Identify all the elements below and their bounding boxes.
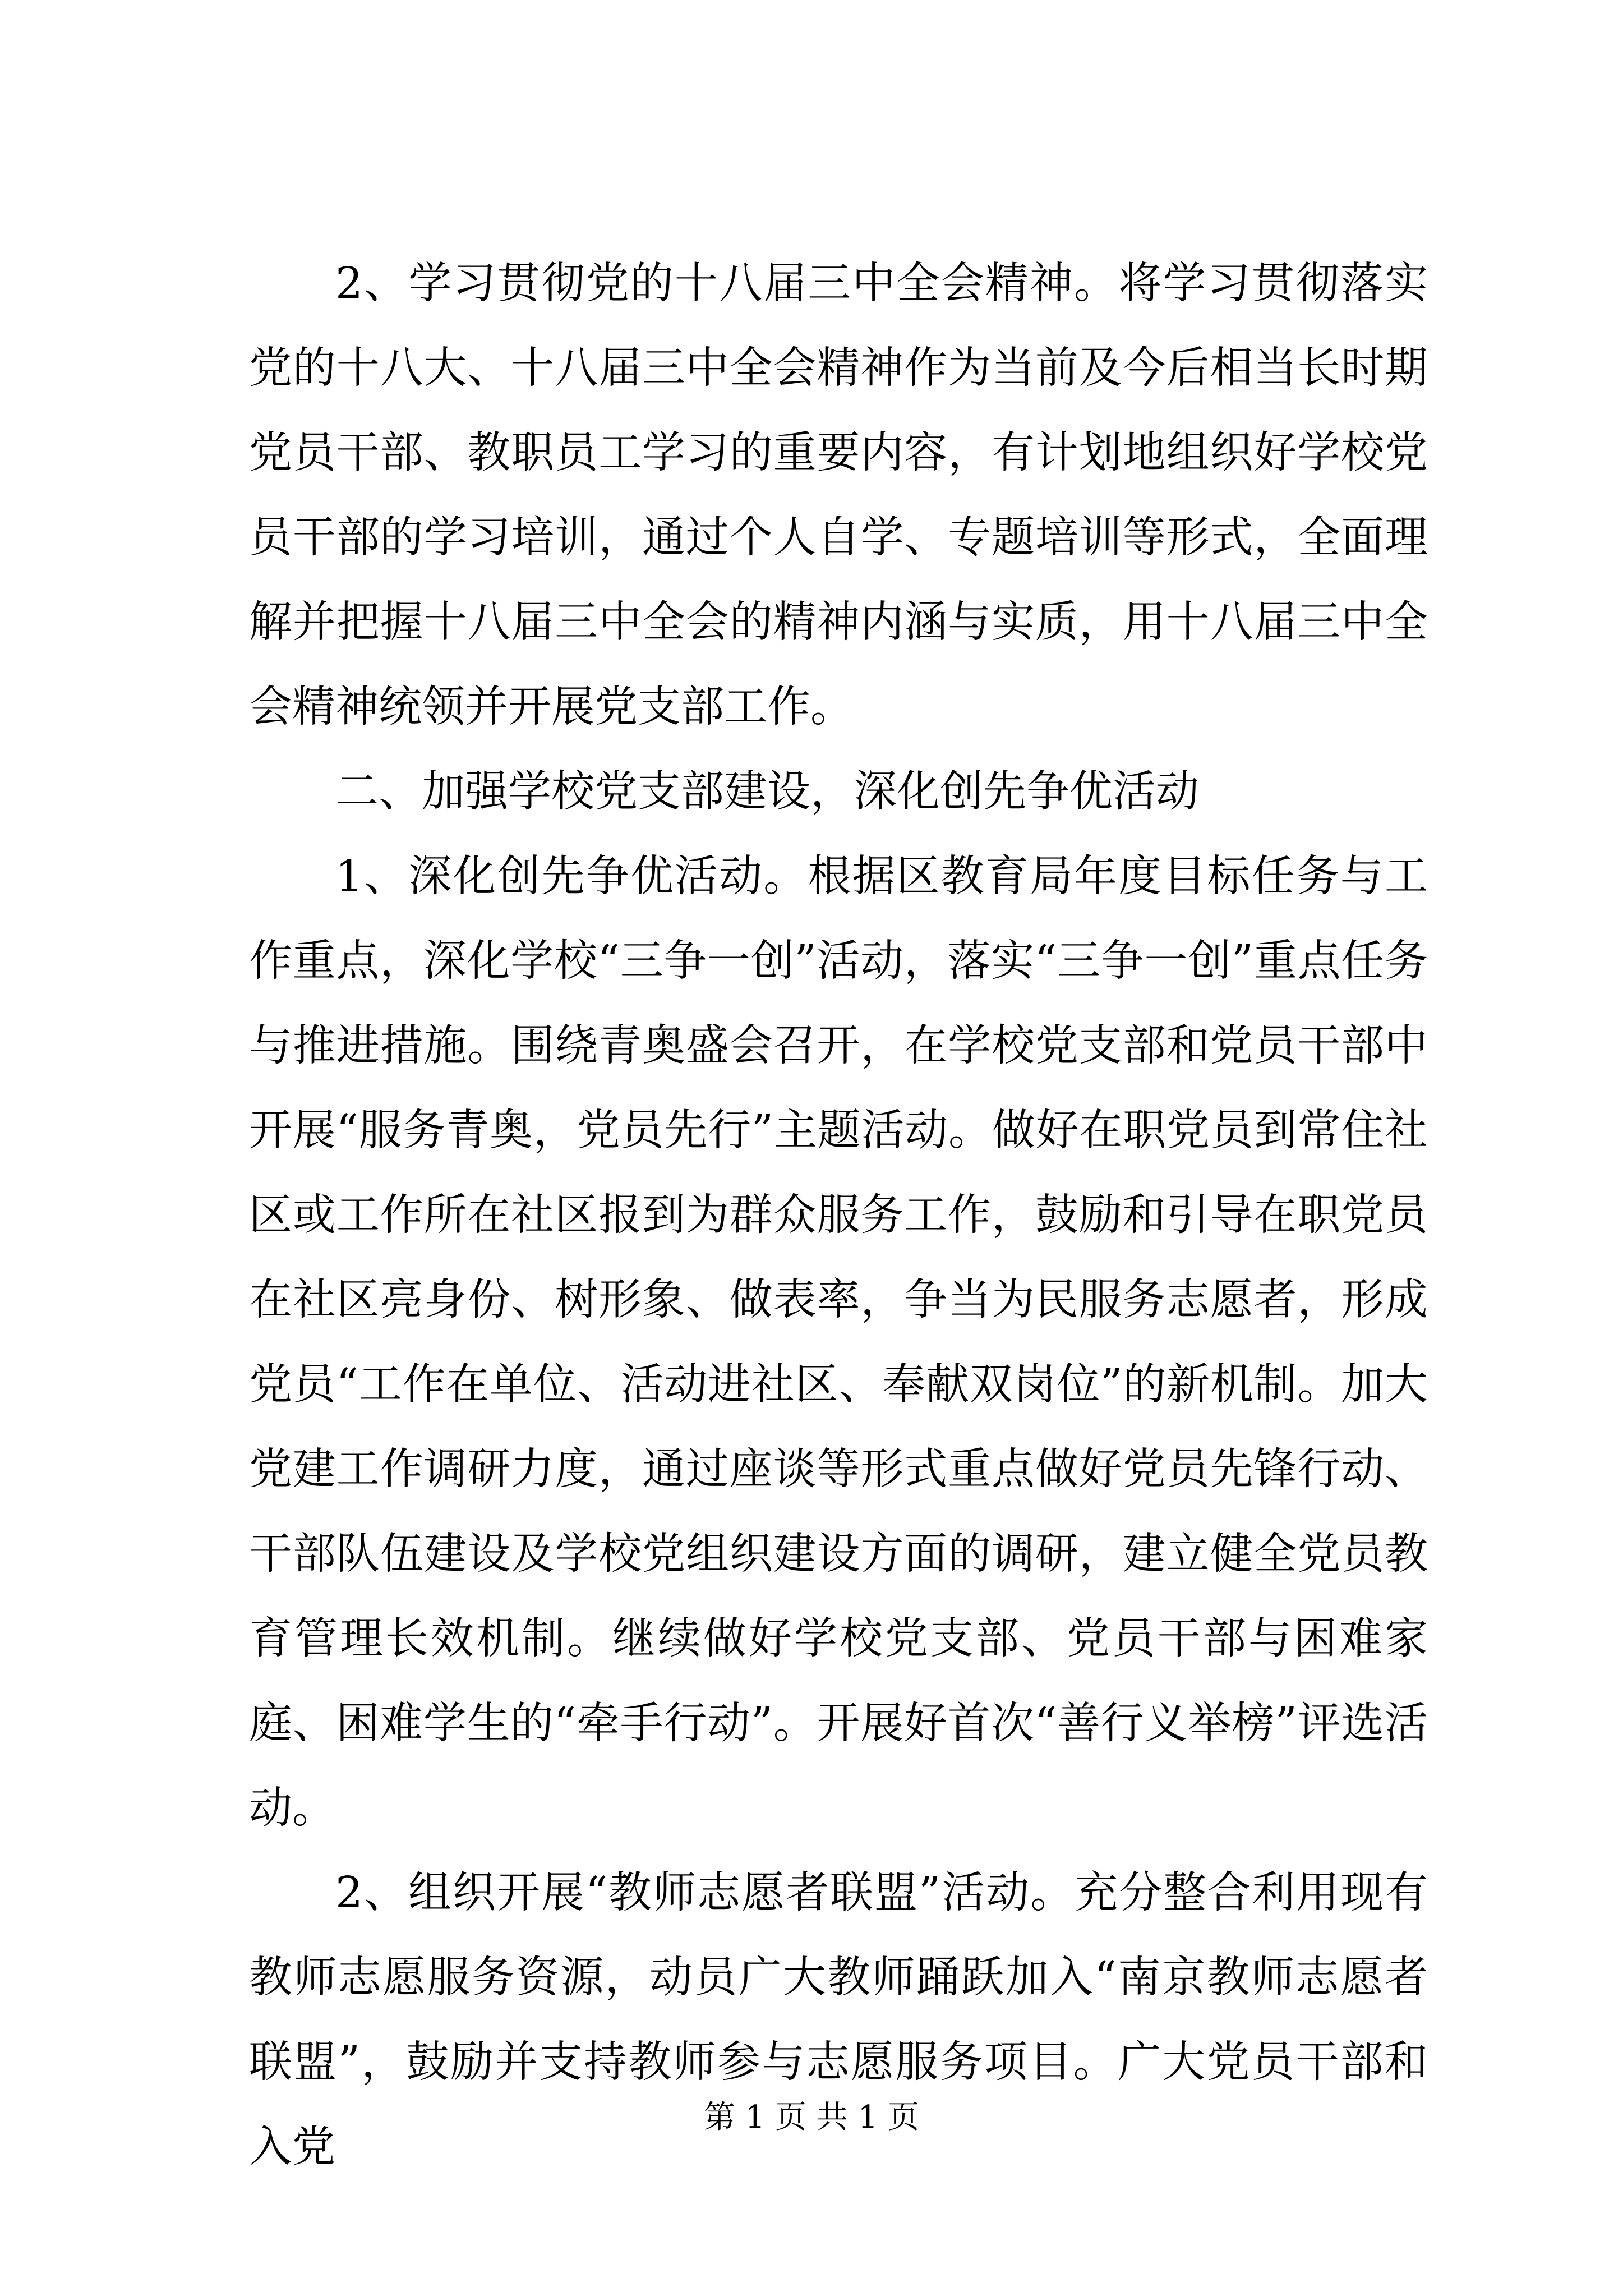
paragraph-teacher-volunteers: 2、组织开展“教师志愿者联盟”活动。充分整合利用现有教师志愿服务资源，动员广大教师踊跃加入“南京教师志愿者联盟”，鼓励并支持教师参与志愿服务项目。广大党员干部和入党	[249, 1868, 1428, 2172]
document-body	[249, 241, 1428, 2189]
paragraph-study-plenum: 2、学习贯彻党的十八届三中全会精神。将学习贯彻落实党的十八大、十八届三中全会精神作为当前及今后相当长时期党员干部、教职员工学习的重要内容，有计划地组织好学校党员干部的学习培训，通过个人自学、专题培训等形式，全面理解并把握十八届三中全会的精神内涵与实质，用十八届三中全会精神统领并开展党支部工作。	[249, 259, 1428, 732]
section-heading-party-branch: 二、加强学校党支部建设，深化创先争优活动	[335, 767, 1199, 817]
paragraph-deepen-activities: 1、深化创先争优活动。根据区教育局年度目标任务与工作重点，深化学校“三争一创”活动，落实“三争一创”重点任务与推进措施。围绕青奥盛会召开，在学校党支部和党员干部中开展“服务青奥，党员先行”主题活动。做好在职党员到常住社区或工作所在社区报到为群众服务工作，鼓励和引导在职党员在社区亮身份、树形象、做表率，争当为民服务志愿者，形成党员“工作在单位、活动进社区、奉献双岗位”的新机制。加大党建工作调研力度，通过座谈等形式重点做好党员先锋行动、干部队伍建设及学校党组织建设方面的调研，建立健全党员教育管理长效机制。继续做好学校党支部、党员干部与困难家庭、困难学生的“牵手行动”。开展好首次“善行义举榜”评选活动。	[249, 852, 1428, 1833]
page-footer: 第 1 页 共 1 页	[703, 2099, 920, 2136]
